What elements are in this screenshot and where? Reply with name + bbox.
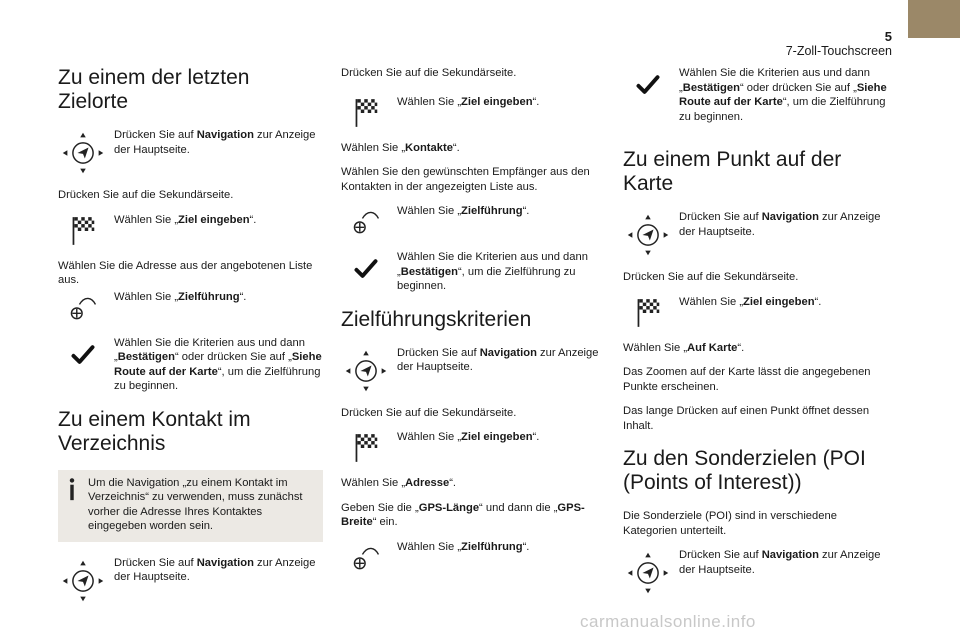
paragraph: Geben Sie die „GPS-Länge“ und dann die „GPS-Breite“ ein. — [341, 501, 585, 528]
navigation-icon — [58, 128, 108, 176]
step-text: Drücken Sie auf Navigation zur Anzeige der Hauptseite. — [397, 346, 599, 373]
checkered-flag-icon — [623, 295, 673, 329]
step-text: Wählen Sie „Zielführung“. — [114, 290, 247, 303]
navigation-icon — [58, 556, 108, 604]
info-note — [58, 470, 323, 542]
checkered-flag-icon — [341, 95, 391, 129]
paragraph: Drücken Sie auf die Sekundärseite. — [341, 67, 517, 79]
paragraph: Drücken Sie auf die Sekundärseite. — [58, 189, 234, 201]
paragraph: Wählen Sie „Auf Karte“. — [623, 341, 745, 354]
paragraph: Die Sonderziele (POI) sind in verschiedene Kategorien unterteilt. — [623, 510, 837, 537]
chapter-tab — [908, 0, 960, 38]
step-text: Wählen Sie die Kriterien aus und dann „Bestätigen“ oder drücken Sie auf „Siehe Route auf der Karte“, um die Zielführung zu beginnen. — [114, 336, 322, 392]
step-guidance — [58, 290, 323, 324]
route-guidance-icon — [58, 290, 108, 324]
step-navigation — [623, 210, 888, 258]
heading-contact: Zu einem Kontakt im Verzeichnis — [58, 407, 251, 455]
step-navigation — [623, 548, 888, 596]
navigation-icon — [623, 210, 673, 258]
step-text: Wählen Sie „Ziel eingeben“. — [397, 95, 540, 108]
chapter-title: 7-Zoll-Touchscreen — [785, 44, 892, 58]
heading-poi: Zu den Sonderzielen (POI (Points of Interest)) — [623, 447, 866, 494]
step-guidance — [341, 540, 606, 574]
step-confirm — [58, 336, 323, 394]
step-text: Wählen Sie „Ziel eingeben“. — [679, 295, 822, 308]
step-text: Drücken Sie auf Navigation zur Anzeige der Hauptseite. — [114, 556, 316, 583]
step-confirm — [341, 250, 606, 294]
step-navigation — [58, 556, 323, 604]
column-3 — [623, 66, 888, 608]
step-confirm — [623, 66, 888, 124]
step-text: Drücken Sie auf Navigation zur Anzeige der Hauptseite. — [114, 129, 316, 156]
column-1 — [58, 60, 323, 616]
paragraph: Wählen Sie den gewünschten Empfänger aus den Kontakten in der angezeigten Liste aus. — [341, 166, 590, 193]
paragraph: Wählen Sie „Kontakte“. — [341, 141, 460, 154]
step-enter-destination — [341, 95, 606, 129]
heading-last-destinations: Zu einem der letzten Zielorte — [58, 66, 250, 113]
info-note-text: Um die Navigation „zu einem Kontakt im Verzeichnis“ zu verwenden, muss zunächst vorher die Adresse Ihres Kontaktes eingegeben worden sein. — [88, 476, 303, 532]
step-text: Wählen Sie „Ziel eingeben“. — [397, 431, 540, 443]
paragraph: Das Zoomen auf der Karte lässt die angegebenen Punkte erscheinen. — [623, 366, 871, 393]
navigation-icon — [623, 548, 673, 596]
navigation-icon — [341, 346, 391, 394]
heading-criteria: Zielführungskriterien — [341, 307, 532, 331]
checkered-flag-icon — [58, 213, 108, 247]
step-enter-destination — [58, 213, 323, 247]
step-enter-destination — [341, 430, 606, 464]
step-text: Drücken Sie auf Navigation zur Anzeige der Hauptseite. — [679, 549, 881, 576]
step-navigation — [58, 128, 323, 176]
step-enter-destination — [623, 295, 888, 329]
step-text: Wählen Sie die Kriterien aus und dann „Bestätigen“ oder drücken Sie auf „Siehe Route auf der Karte“, um die Zielführung zu beginnen. — [679, 67, 887, 123]
step-text: Wählen Sie „Zielführung“. — [397, 205, 530, 217]
step-text: Wählen Sie „Zielführung“. — [397, 540, 530, 553]
paragraph: Das lange Drücken auf einen Punkt öffnet dessen Inhalt. — [623, 405, 870, 432]
step-text: Drücken Sie auf Navigation zur Anzeige der Hauptseite. — [679, 211, 881, 238]
watermark: carmanualsonline.info — [580, 612, 756, 631]
heading-map-point: Zu einem Punkt auf der Karte — [623, 148, 842, 195]
step-guidance — [341, 204, 606, 238]
step-text: Wählen Sie „Ziel eingeben“. — [114, 213, 257, 226]
paragraph: Drücken Sie auf die Sekundärseite. — [341, 406, 517, 419]
route-guidance-icon — [341, 540, 391, 574]
page-number: 5 — [884, 29, 892, 44]
route-guidance-icon — [341, 204, 391, 238]
column-2 — [341, 66, 606, 586]
checkmark-icon — [341, 250, 391, 282]
info-icon — [66, 476, 78, 534]
step-text: Wählen Sie die Kriterien aus und dann „Bestätigen“, um die Zielführung zu beginnen. — [397, 251, 588, 292]
paragraph: Wählen Sie die Adresse aus der angebotenen Liste aus. — [58, 259, 313, 286]
checkmark-icon — [58, 336, 108, 368]
paragraph: Wählen Sie „Adresse“. — [341, 477, 457, 489]
paragraph: Drücken Sie auf die Sekundärseite. — [623, 271, 799, 283]
checkered-flag-icon — [341, 430, 391, 464]
step-navigation — [341, 346, 606, 394]
checkmark-icon — [623, 66, 673, 98]
